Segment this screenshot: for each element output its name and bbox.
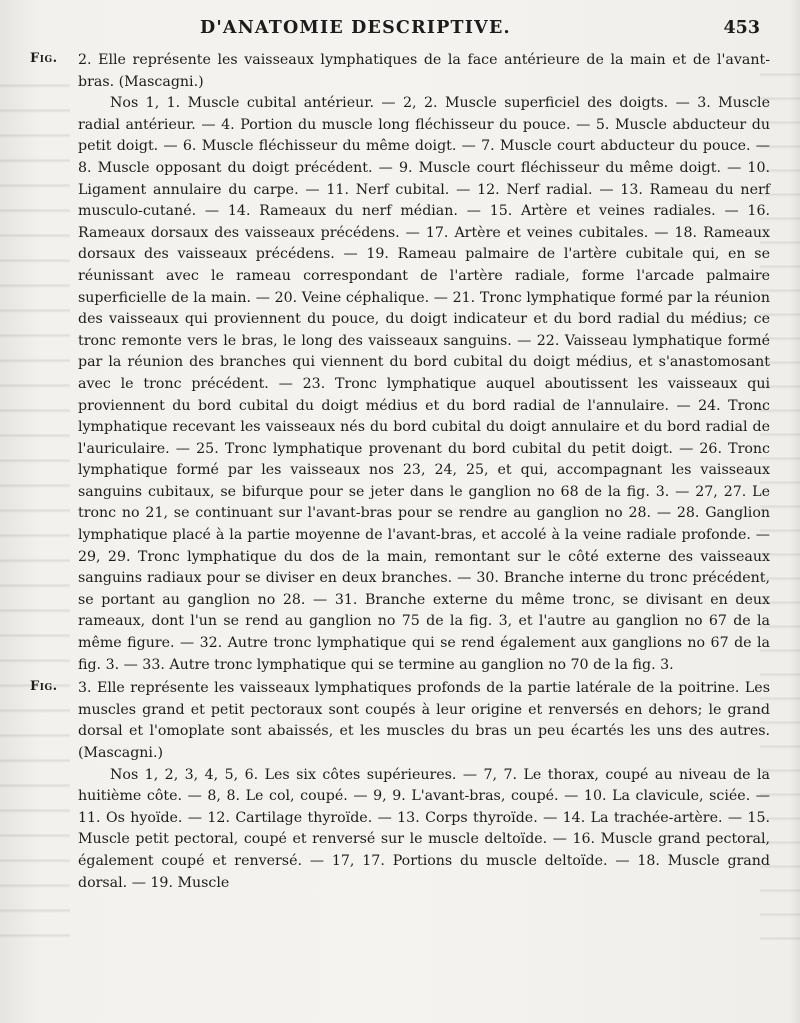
page-content bbox=[30, 50, 770, 896]
figure-label: Fig. bbox=[30, 679, 58, 695]
figure-entry-3 bbox=[30, 678, 770, 894]
figure-legend: Nos 1, 2, 3, 4, 5, 6. Les six côtes supérieures. — 7, 7. Le thorax, coupé au niveau de la huitième côte. — 8, 8. Le col, coupé. — 9, 9. L'avant-bras, coupé. — 10. La clavicule, sciée. — 11. Os hyoïde. — 12. Cartilage thyroïde. — 13. Corps thyroïde. — 14. La trachée-artère. — 15. Muscle petit pectoral, coupé et renversé sur le muscle deltoïde. — 16. Muscle grand pectoral, également coupé et renversé. — 17, 17. Portions du muscle deltoïde. — 18. Muscle grand dorsal. — 19. Muscle bbox=[78, 766, 770, 891]
figure-body bbox=[78, 678, 770, 894]
page-number: 453 bbox=[723, 18, 760, 38]
figure-caption: 2. Elle représente les vaisseaux lymphatiques de la face antérieure de la main et de l'avant-bras. (Mascagni.) bbox=[78, 52, 770, 90]
running-title: D'ANATOMIE DESCRIPTIVE. bbox=[200, 18, 511, 38]
figure-caption: 3. Elle représente les vaisseaux lymphatiques profonds de la partie latérale de la poitrine. Les muscles grand et petit pectoraux sont coupés à leur origine et renversés en dehors; le grand dorsal et l'omoplate sont abaissés, et les muscles du bras un peu écartés les uns des autres. (Mascagni.) bbox=[78, 680, 770, 761]
figure-body bbox=[78, 50, 770, 676]
figure-legend: Nos 1, 1. Muscle cubital antérieur. — 2, 2. Muscle superficiel des doigts. — 3. Muscle radial antérieur. — 4. Portion du muscle long fléchisseur du pouce. — 5. Muscle abducteur du petit doigt. — 6. Muscle fléchisseur du même doigt. — 7. Muscle court abducteur du pouce. — 8. Muscle opposant du doigt précédent. — 9. Muscle court fléchisseur du même doigt. — 10. Ligament annulaire du carpe. — 11. Nerf cubital. — 12. Nerf radial. — 13. Rameau du nerf musculo-cutané. — 14. Rameaux du nerf médian. — 15. Artère et veines radiales. — 16. Rameaux dorsaux des vaisseaux précédens. — 17. Artère et veines cubitales. — 18. Rameaux dorsaux des vaisseaux précédens. — 19. Rameau palmaire de l'artère cubitale qui, en se réunissant avec le rameau correspondant de l'artère radiale, forme l'arcade palmaire superficielle de la main. — 20. Veine céphalique. — 21. Tronc lymphatique formé par la réunion des vaisseaux qui proviennent du pouce, du doigt indicateur et du bord radial du médius; ce tronc remonte vers le bras, le long des vaisseaux sanguins. — 22. Vaisseau lymphatique formé par la réunion des branches qui viennent du bord cubital du doigt médius, et s'anastomosant avec le tronc précédent. — 23. Tronc lymphatique auquel aboutissent les vaisseaux qui proviennent du bord cubital du doigt médius et du bord radial de l'annulaire. — 24. Tronc lymphatique recevant les vaisseaux nés du bord cubital du doigt annulaire et du bord radial de l'auriculaire. — 25. Tronc lymphatique provenant du bord cubital du petit doigt. — 26. Tronc lymphatique formé par les vaisseaux nos 23, 24, 25, et qui, accompagnant les vaisseaux sanguins cubitaux, se bifurque pour se jeter dans le ganglion no 68 de la fig. 3. — 27, 27. Le tronc no 21, se continuant sur l'avant-bras pour se rendre au ganglion no 28. — 28. Ganglion lymphatique placé à la partie moyenne de l'avant-bras, et accolé à la veine radiale profonde. — 29, 29. Tronc lymphatique du dos de la main, remontant sur le côté externe des vaisseaux sanguins radiaux pour se diviser en deux branches. — 30. Branche interne du tronc précédent, se portant au ganglion no 28. — 31. Branche externe du même tronc, se divisant en deux rameaux, dont l'un se rend au ganglion no 75 de la fig. 3, et l'autre au ganglion no 67 de la même figure. — 32. Autre tronc lymphatique qui se rend également aux ganglions no 67 de la fig. 3. — 33. Autre tronc lymphatique qui se termine au ganglion no 70 de la fig. 3. bbox=[78, 95, 770, 673]
figure-entry-2 bbox=[30, 50, 770, 676]
page-header bbox=[80, 18, 780, 44]
figure-label: Fig. bbox=[30, 51, 58, 66]
